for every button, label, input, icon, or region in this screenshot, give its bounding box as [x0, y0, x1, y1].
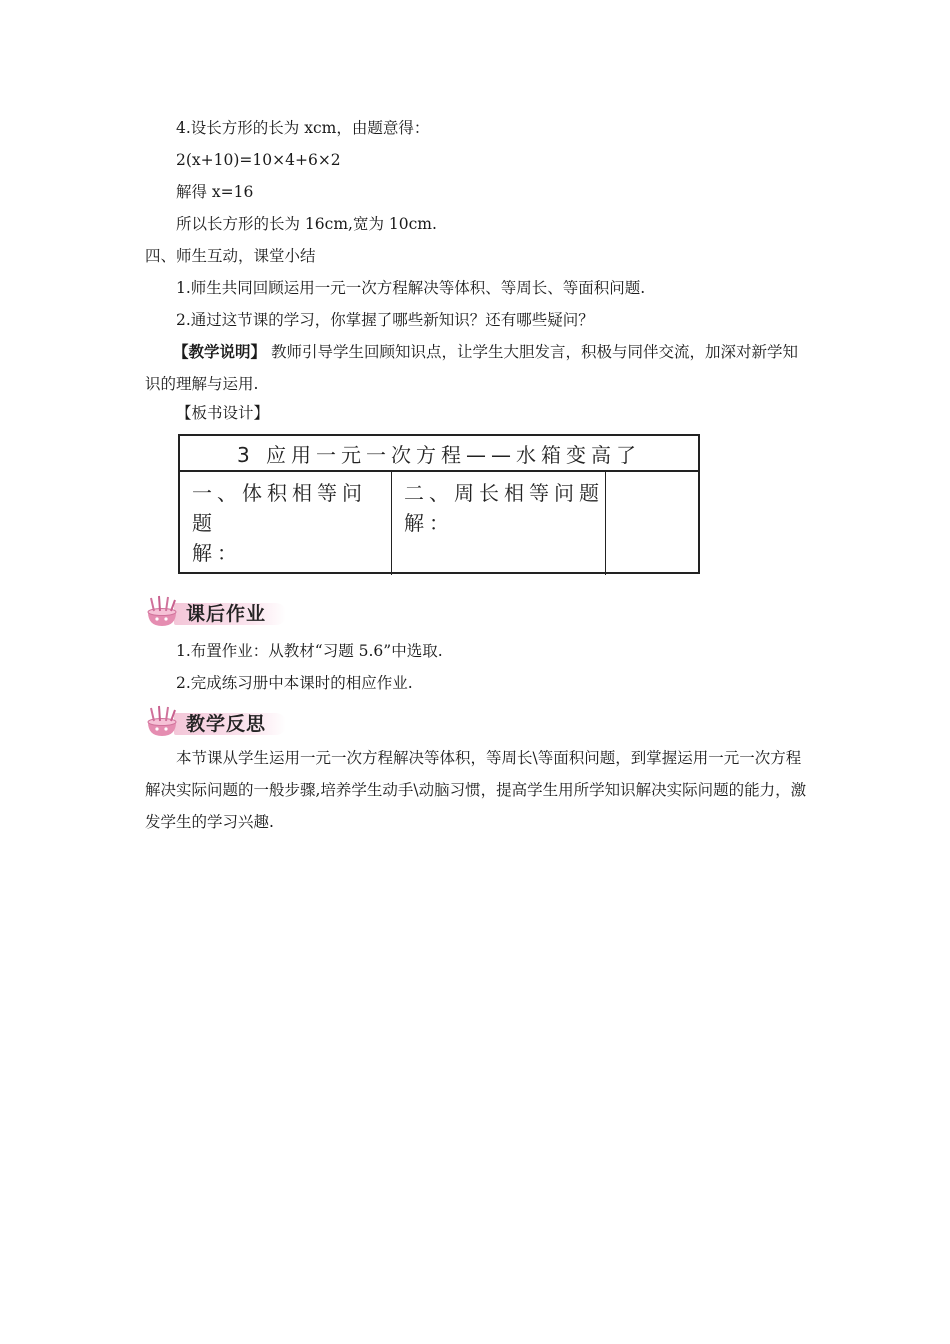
board-design-table	[178, 434, 700, 574]
teaching-note	[145, 336, 810, 400]
homework-item-1: 1.布置作业：从教材“习题 5.6”中选取.	[176, 642, 443, 660]
homework-title: 课后作业	[186, 603, 267, 625]
pencil-cup-icon	[142, 704, 182, 740]
solution-equation: 2(x+10)=10×4+6×2	[176, 151, 341, 169]
homework-item-2: 2.完成练习册中本课时的相应作业.	[176, 674, 413, 692]
board-cell-perimeter-body: 解：	[404, 511, 454, 535]
board-cell-perimeter	[392, 472, 606, 575]
solution-result: 解得 x=16	[176, 183, 254, 201]
board-design-label: 【板书设计】	[176, 404, 270, 422]
teaching-note-text: 教师引导学生回顾知识点，让学生大胆发言，积极与同伴交流，加深对新学知识的理解与运用.	[145, 343, 798, 393]
summary-item-2: 2.通过这节课的学习，你掌握了哪些新知识？还有哪些疑问？	[176, 311, 594, 329]
solution-conclusion: 所以长方形的长为 16cm,宽为 10cm.	[176, 215, 437, 233]
section-heading-summary: 四、师生互动，课堂小结	[145, 247, 316, 265]
homework-section-header	[142, 594, 292, 630]
pencil-cup-icon	[142, 594, 182, 630]
reflection-section-header	[142, 704, 292, 740]
board-cell-volume	[180, 472, 392, 575]
reflection-paragraph: 本节课从学生运用一元一次方程解决等体积，等周长\等面积问题，到掌握运用一元一次方程解决实际问题的一般步骤,培养学生动手\动脑习惯，提高学生用所学知识解决实际问题的能力，激发学生的学习兴趣.	[145, 749, 807, 831]
board-cell-volume-body: 解：	[192, 541, 242, 565]
summary-item-1: 1.师生共同回顾运用一元一次方程解决等体积、等周长、等面积问题.	[176, 279, 646, 297]
reflection-title: 教学反思	[186, 713, 267, 735]
board-row	[180, 472, 698, 575]
board-cell-perimeter-heading: 二、周长相等问题	[404, 481, 604, 505]
board-title: 3 应用一元一次方程——水箱变高了	[180, 436, 698, 472]
board-cell-volume-heading: 一、体积相等问题	[192, 481, 367, 535]
solution-step-1: 4.设长方形的长为 xcm，由题意得：	[176, 119, 430, 137]
board-cell-empty	[606, 472, 698, 575]
teaching-note-label: 【教学说明】	[173, 342, 267, 361]
